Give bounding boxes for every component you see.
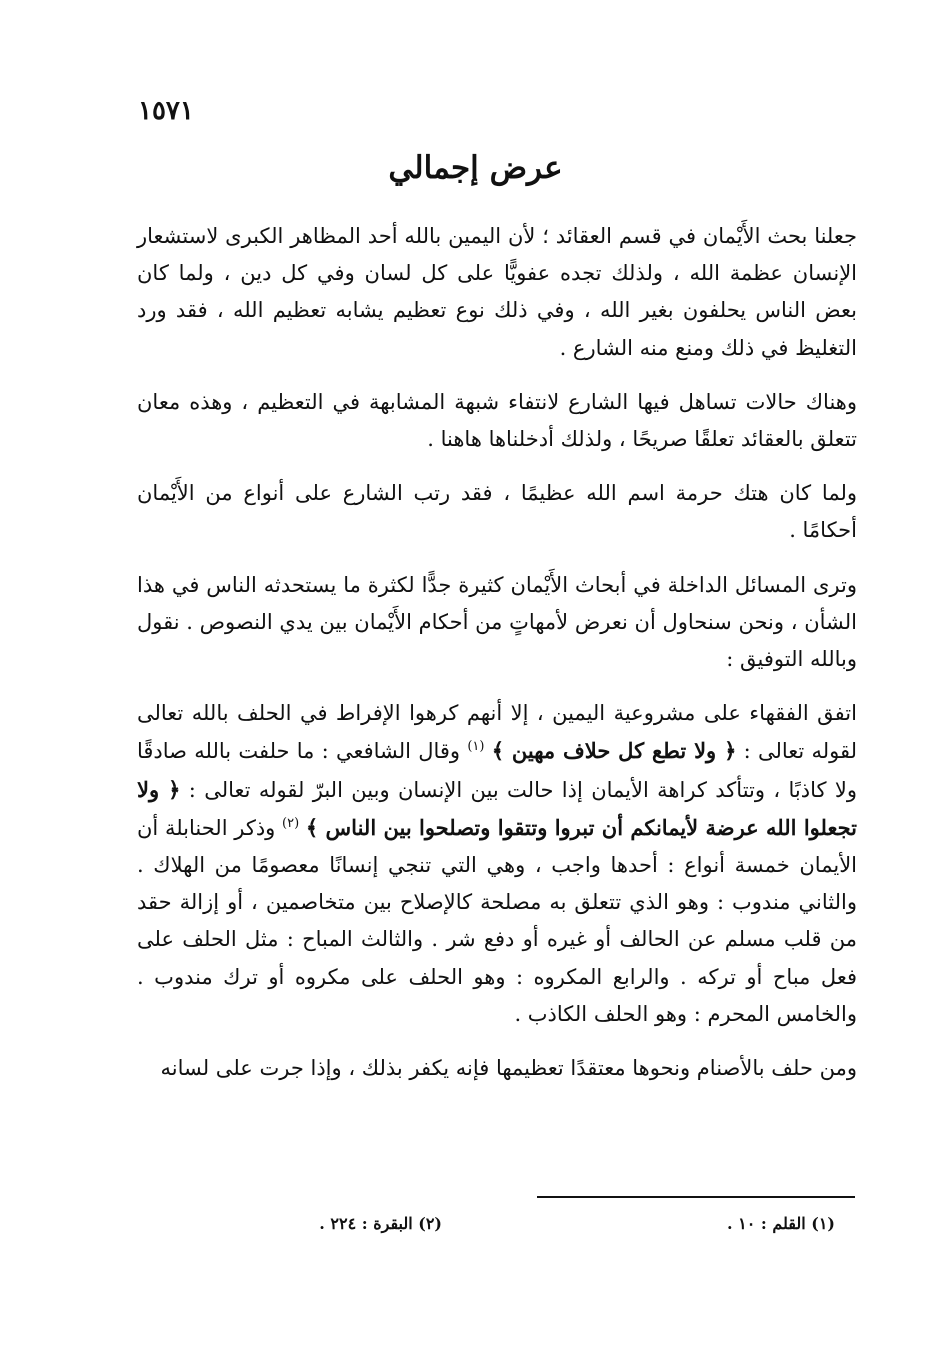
paragraph-5-part-1: اتفق الفقهاء على مشروعية اليمين ، إلا أنهم كرهوا الإفراط في الحلف بالله تعالى لقوله تعالى : [137,701,857,764]
paragraph-4: وترى المسائل الداخلة في أبحاث الأَيْمان كثيرة جدًّا لكثرة ما يستحدثه الناس في هذا الشأن ، ونحن سنحاول أن نعرض لأمهاتٍ من أحكام الأَيْمان بين يدي النصوص . نقول وبالله التوفيق : [137,572,857,672]
quran-verse-2: ﴿ ولا تجعلوا الله عرضة لأيمانكم أن تبروا وتتقوا وتصلحوا بين الناس ﴾ [137,776,857,840]
paragraph-6: ومن حلف بالأصنام ونحوها معتقدًا تعظيمها فإنه يكفر بذلك ، وإذا جرت على لسانه [160,1056,857,1081]
section-title: عرض إجمالي [388,150,563,186]
body-text [137,218,857,1087]
paragraph-5 [137,695,857,1033]
paragraph-3: ولما كان هتك حرمة اسم الله عظيمًا ، فقد رتب الشارع على أنواع من الأَيْمان أحكامًا . [137,481,857,543]
quran-verse-1: ﴿ ولا تطع كل حلاف مهين ﴾ [491,738,737,764]
paragraph-5-part-2: وقال الشافعي : ما حلفت بالله صادقًا ولا كاذبًا ، وتتأكد كراهة الأيمان إذا حالت بين الإنسان وبين البرّ لقوله تعالى : [137,739,857,802]
footnote-ref-2: (٢) [282,815,300,831]
paragraph-1: جعلنا بحث الأَيْمان في قسم العقائد ؛ لأن اليمين بالله أحد المظاهر الكبرى لاستشعار الإنسان عظمة الله ، ولذلك تجده عفويًّا على كل لسان وفي كل دين ، ولما كان بعض الناس يحلفون بغير الله ، وفي ذلك نوع تعظيم يشابه تعظيم الله ، فقد ورد التغليظ في ذلك ومنع منه الشارع . [137,224,857,360]
paragraph-2: وهناك حالات تساهل فيها الشارع لانتفاء شبهة المشابهة في التعظيم ، وهذه معان تتعلق بالعقائد تعلقًا صريحًا ، ولذلك أدخلناها هاهنا . [137,389,857,452]
paragraph-5-part-3: وذكر الحنابلة أن الأيمان خمسة أنواع : أحدها واجب ، وهي التي تنجي إنسانًا معصومًا من الهلاك . والثاني مندوب : وهو الذي تتعلق به مصلحة كالإصلاح بين متخاصمين ، أو إزالة حقد من قلب مسلم عن الحالف أو غيره أو دفع شر . والثالث المباح : مثل الحلف على فعل مباح أو تركه . والرابع المكروه : وهو الحلف على مكروه أو ترك مندوب . والخامس المحرم : وهو الحلف الكاذب . [137,815,857,1026]
page-number: ١٥٧١ [138,96,194,126]
footnote-ref-1: (١) [467,739,485,755]
footnote-1: (١) القلم : ١٠ . [726,1214,835,1233]
footnote-2: (٢) البقرة : ٢٢٤ . [319,1214,442,1233]
footnote-divider [537,1196,855,1198]
